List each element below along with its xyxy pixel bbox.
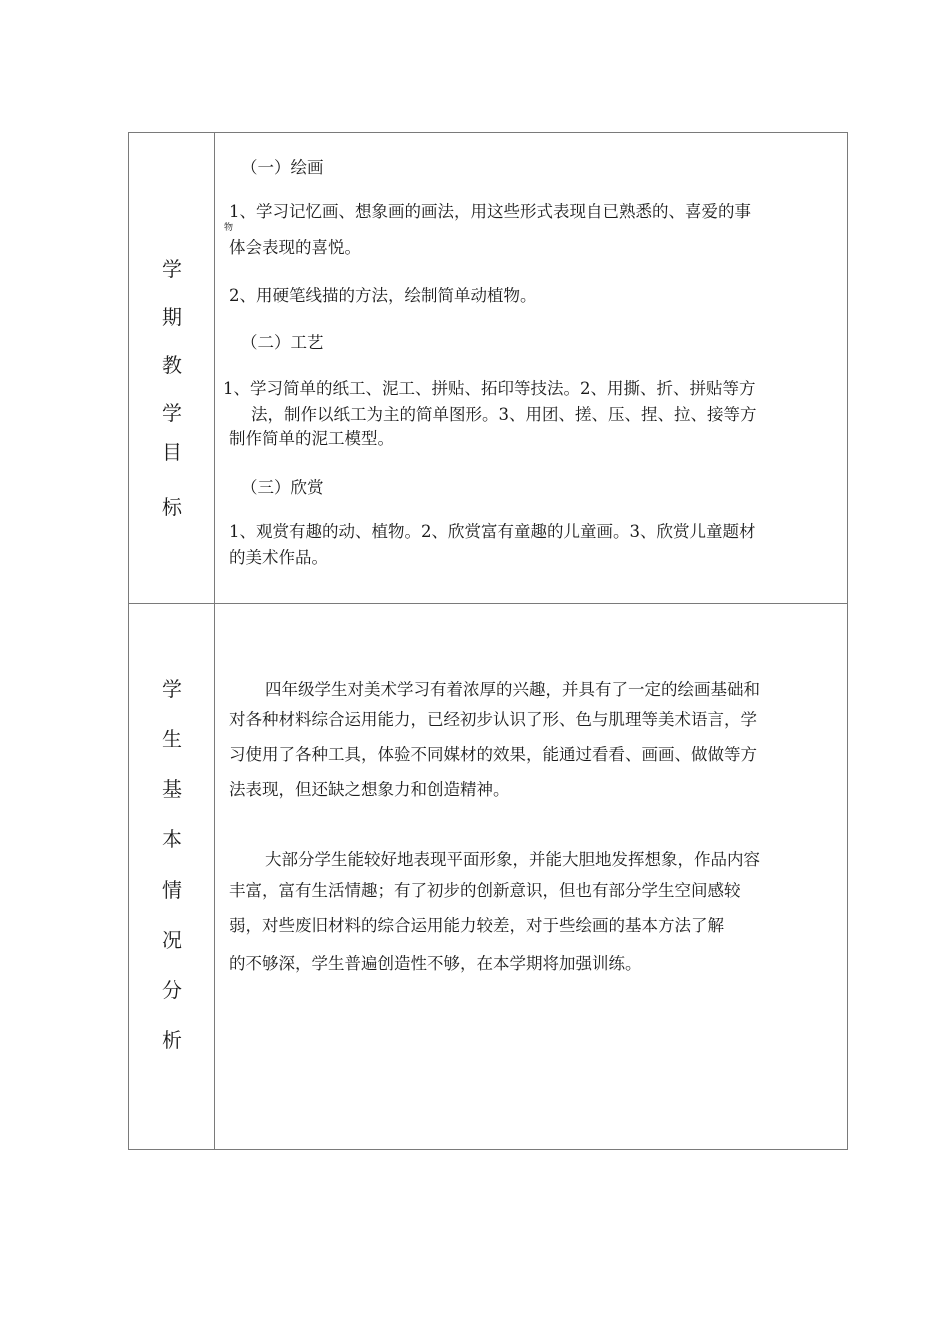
plan-table [128,132,848,1150]
craft-line3: 制作简单的泥工模型。 [229,429,394,448]
craft-heading: （二）工艺 [241,333,324,352]
goals-label-char: 目 [162,440,182,464]
painting-item1-line1: 1、学习记忆画、想象画的画法，用这些形式表现自已熟悉的、喜爱的事 [229,202,751,221]
appreciation-line2: 的美术作品。 [229,548,328,567]
goals-label-char: 学 [162,401,182,425]
goals-label-char: 教 [162,353,182,377]
painting-heading: （一）绘画 [241,158,324,177]
para1-line1: 四年级学生对美术学习有着浓厚的兴趣，并具有了一定的绘画基础和 [265,680,760,699]
goals-label-char: 标 [162,495,182,519]
para1-line4: 法表现，但还缺之想象力和创造精神。 [229,780,510,799]
goals-label-char: 学 [162,257,182,281]
craft-line1: 1、学习简单的纸工、泥工、拼贴、拓印等技法。2、用撕、折、拼贴等方 [223,379,756,398]
analysis-label-char: 学 [162,677,182,701]
analysis-row [129,604,847,1149]
goals-row [129,133,847,604]
analysis-label-char: 情 [162,878,182,902]
analysis-label-char: 生 [162,727,182,751]
para2-line1: 大部分学生能较好地表现平面形象，并能大胆地发挥想象，作品内容 [265,850,760,869]
analysis-label-char: 分 [162,978,182,1002]
analysis-label-char: 本 [162,827,182,851]
para1-line3: 习使用了各种工具，体验不同媒材的效果，能通过看看、画画、做做等方 [229,745,757,764]
para2-line2: 丰富，富有生活情趣；有了初步的创新意识，但也有部分学生空间感较 [229,881,741,900]
analysis-label-cell [129,604,215,1149]
painting-item2: 2、用硬笔线描的方法，绘制简单动植物。 [229,286,537,305]
analysis-label-char: 析 [162,1028,182,1052]
para1-line2: 对各种材料综合运用能力，已经初步认识了形、色与肌理等美术语言，学 [229,710,757,729]
para2-line4: 的不够深，学生普遍创造性不够，在本学期将加强训练。 [229,954,642,973]
appreciation-line1: 1、观赏有趣的动、植物。2、欣赏富有童趣的儿童画。3、欣赏儿童题材 [229,522,756,541]
goals-label-char: 期 [162,305,182,329]
goals-content-cell [215,133,847,603]
painting-item1-line2: 体会表现的喜悦。 [229,238,361,257]
appreciation-heading: （三）欣赏 [241,478,324,497]
analysis-label-char: 况 [162,928,182,952]
analysis-content-cell [215,604,847,1149]
goals-label-cell [129,133,215,603]
craft-line2: 法，制作以纸工为主的简单图形。3、用团、搓、压、捏、拉、接等方 [251,405,757,424]
painting-item1-overflow: 物 [224,223,234,233]
para2-line3: 弱，对些废旧材料的综合运用能力较差，对于些绘画的基本方法了解 [229,916,724,935]
analysis-label-char: 基 [162,777,182,801]
